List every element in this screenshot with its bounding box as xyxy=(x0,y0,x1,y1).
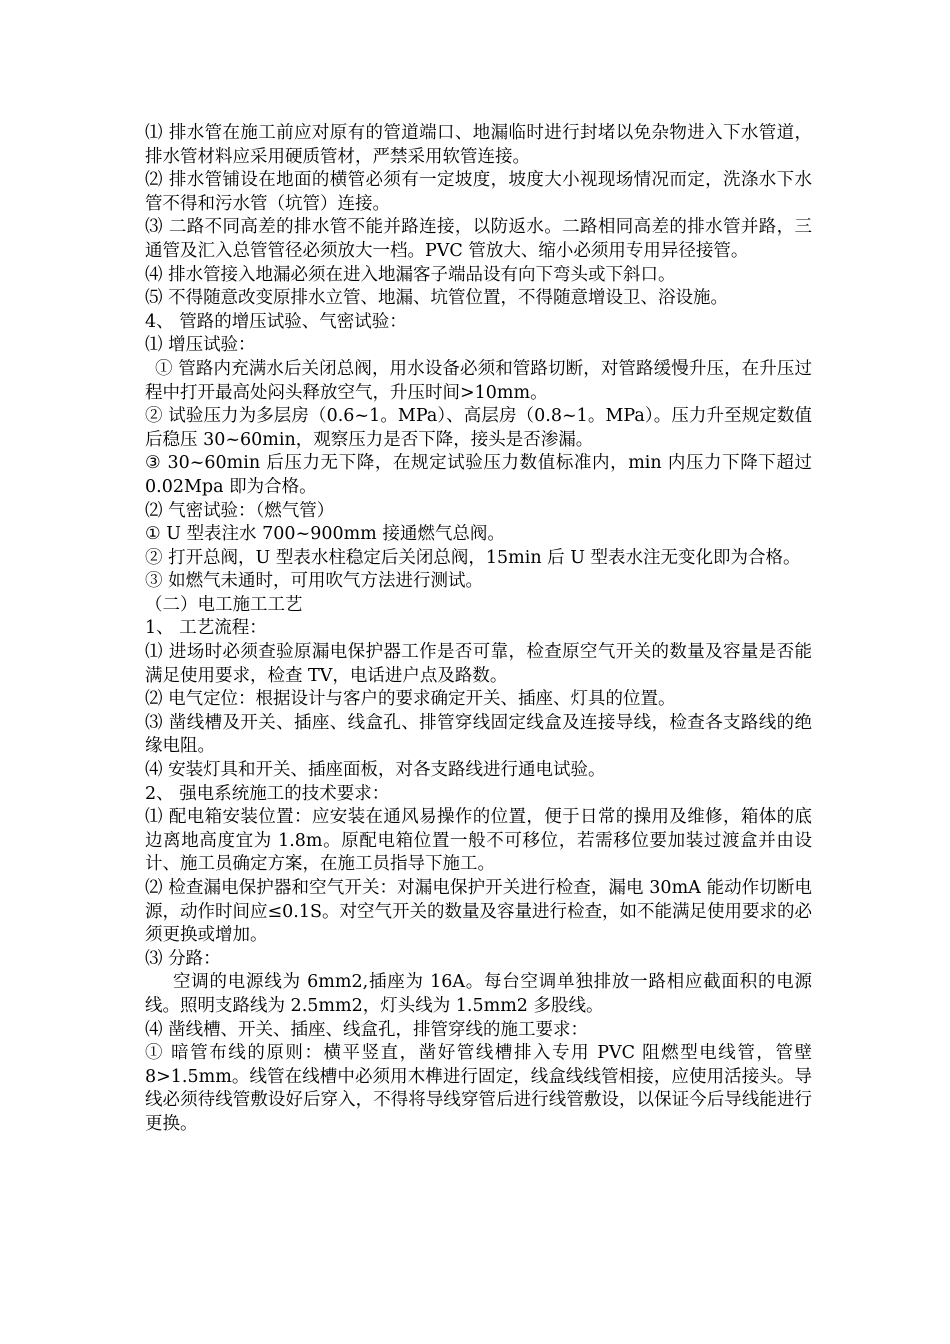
paragraph-pressure-step-1: ① 管路内充满水后关闭总阀，用水设备必须和管路切断，对管路缓慢升压，在升压过程中打开最高处闷头释放空气，升压时间>10mm。 xyxy=(145,358,812,403)
paragraph-drain-sealing: ⑴ 排水管在施工前应对原有的管道端口、地漏临时进行封堵以免杂物进入下水管道，排水管材料应采用硬质管材，严禁采用软管连接。 xyxy=(145,123,812,167)
paragraph-floor-drain: ⑷ 排水管接入地漏必须在进入地漏客子端品设有向下弯头或下斜口。 xyxy=(145,264,676,285)
heading-process-flow: 1、 工艺流程： xyxy=(145,618,267,639)
paragraph-concealed-wiring: ① 暗管布线的原则：横平竖直，凿好管线槽排入专用 PVC 阻燃型电线管，管壁8>1.5mm。线管在线槽中必须用木榫进行固定，线盒线线管相接，应使用活接头。导线必须待线管敷设好后穿入，不得将导线穿管后进行线管敷设，以保证今后导线能进行更换。 xyxy=(145,1043,812,1134)
paragraph-leakage-protector: ⑵ 检查漏电保护器和空气开关：对漏电保护开关进行检查，漏电 30mA 能动作切断电源，动作时间应≤0.1S。对空气开关的数量及容量进行检查，如不能满足使用要求的必须更换或增加。 xyxy=(145,878,812,946)
paragraph-airtight-step-3: ③ 如燃气未通时，可用吹气方法进行测试。 xyxy=(145,571,484,592)
section-heading-electrical: （二）电工施工工艺 xyxy=(145,594,303,615)
paragraph-airtight-step-2: ② 打开总阀，U 型表水柱稳定后关闭总阀，15min 后 U 型表水注无变化即为合格。 xyxy=(145,547,801,568)
paragraph-pressure-step-3: ③ 30~60min 后压力无下降，在规定试验压力数值标准内，min 内压力下降下超过 0.02Mpa 即为合格。 xyxy=(145,453,812,497)
paragraph-airtight-step-1: ① U 型表注水 700~900mm 接通燃气总阀。 xyxy=(145,524,505,545)
paragraph-drain-height: ⑶ 二路不同高差的排水管不能并路连接，以防返水。二路相同高差的排水管并路，三通管及汇入总管管径必须放大一档。PVC 管放大、缩小必须用专用异径接管。 xyxy=(145,217,812,261)
paragraph-circuit-specs: 空调的电源线为 6mm2,插座为 16A。每台空调单独排放一路相应截面积的电源线。照明支路线为 2.5mm2，灯头线为 1.5mm2 多股线。 xyxy=(145,972,812,1016)
heading-airtight-test: ⑵ 气密试验：（燃气管） xyxy=(145,500,335,521)
heading-pressure-tests: 4、 管路的增压试验、气密试验： xyxy=(145,311,407,332)
paragraph-no-relocation: ⑸ 不得随意改变原排水立管、地漏、坑管位置，不得随意增设卫、浴设施。 xyxy=(145,288,729,309)
paragraph-wiring-grooves: ⑶ 凿线槽及开关、插座、线盒孔、排管穿线固定线盒及连接导线，检查各支路线的绝缘电阻。 xyxy=(145,712,812,757)
heading-groove-requirements: ⑷ 凿线槽、开关、插座、线盒孔，排管穿线的施工要求： xyxy=(145,1019,589,1040)
paragraph-site-inspection: ⑴ 进场时必须查验原漏电保护器工作是否可靠，检查原空气开关的数量及容量是否能满足使用要求，检查 TV，电话进户点及路数。 xyxy=(145,642,812,686)
heading-circuits: ⑶ 分路： xyxy=(145,948,221,969)
document-body xyxy=(145,122,812,1137)
paragraph-drain-slope: ⑵ 排水管铺设在地面的横管必须有一定坡度，坡度大小视现场情况而定，洗涤水下水管不得和污水管（坑管）连接。 xyxy=(145,170,812,214)
heading-pressure-test: ⑴ 增压试验： xyxy=(145,335,256,356)
paragraph-distribution-box: ⑴ 配电箱安装位置：应安装在通风易操作的位置，便于日常的操用及维修，箱体的底边离地高度宜为 1.8m。原配电箱位置一般不可移位，若需移位要加装过渡盒并由设计、施工员确定方案，在施工员指导下施工。 xyxy=(145,807,812,875)
heading-strong-current: 2、 强电系统施工的技术要求： xyxy=(145,783,390,804)
paragraph-electrical-positioning: ⑵ 电气定位：根据设计与客户的要求确定开关、插座、灯具的位置。 xyxy=(145,689,676,710)
paragraph-fixture-install: ⑷ 安装灯具和开关、插座面板，对各支路线进行通电试验。 xyxy=(145,760,606,781)
paragraph-pressure-step-2: ② 试验压力为多层房（0.6~1。MPa）、高层房（0.8~1。MPa）。压力升至规定数值后稳压 30~60min，观察压力是否下降，接头是否渗漏。 xyxy=(145,406,812,450)
